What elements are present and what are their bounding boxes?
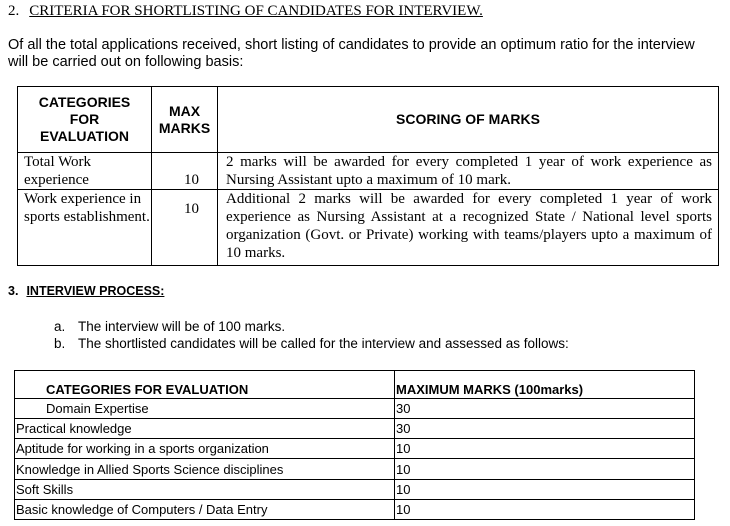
header-max: MAXIMUM MARKS (100marks) [395, 371, 695, 399]
row-max: 10 [395, 479, 695, 499]
row-category: Knowledge in Allied Sports Science disciplines [15, 459, 395, 479]
row-category: Total Work experience [18, 153, 152, 190]
section-2-heading [8, 3, 483, 20]
row-max: 10 [395, 439, 695, 459]
section-number: 2. [8, 3, 20, 19]
section-3-heading [8, 284, 164, 298]
row-max: 10 [395, 499, 695, 519]
row-scoring: 2 marks will be awarded for every completed 1 year of work experience as Nursing Assistant upto a maximum of 10 mark. [218, 153, 719, 190]
list-item [54, 318, 569, 335]
table-header-row [18, 87, 719, 153]
row-max: 10 [152, 153, 218, 190]
list-text: The interview will be of 100 marks. [78, 319, 286, 334]
row-category: Domain Expertise [15, 399, 395, 419]
table-row [15, 499, 695, 519]
table-row [18, 153, 719, 190]
header-max-marks: MAX MARKS [152, 87, 218, 153]
list-item [54, 335, 569, 352]
header-categories: CATEGORIES FOR EVALUATION [18, 87, 152, 153]
table-row [15, 399, 695, 419]
interview-marks-table [14, 370, 695, 520]
row-category: Aptitude for working in a sports organization [15, 439, 395, 459]
table-row [15, 419, 695, 439]
row-max: 10 [395, 459, 695, 479]
row-category: Basic knowledge of Computers / Data Entry [15, 499, 395, 519]
row-max: 30 [395, 399, 695, 419]
table-row [18, 190, 719, 266]
section-number: 3. [8, 284, 19, 298]
list-text: The shortlisted candidates will be called for the interview and assessed as follows: [78, 336, 569, 351]
interview-process-list [54, 318, 569, 352]
shortlisting-criteria-table [17, 86, 719, 266]
row-category: Practical knowledge [15, 419, 395, 439]
intro-paragraph: Of all the total applications received, short listing of candidates to provide an optimum ratio for the interview will be carried out on following basis: [8, 37, 695, 70]
header-category: CATEGORIES FOR EVALUATION [15, 371, 395, 399]
header-scoring: SCORING OF MARKS [218, 87, 719, 153]
table-row [15, 439, 695, 459]
list-marker: b. [54, 336, 66, 351]
table-row [15, 459, 695, 479]
row-max: 30 [395, 419, 695, 439]
row-category: Work experience in sports establishment. [18, 190, 152, 266]
section-title: CRITERIA FOR SHORTLISTING OF CANDIDATES FOR INTERVIEW. [29, 3, 483, 19]
row-scoring: Additional 2 marks will be awarded for every completed 1 year of work experience as Nursing Assistant at a recognized State / National level sports organization (Govt. or Private) working with teams/players upto a maximum of 10 marks. [218, 190, 719, 266]
list-marker: a. [54, 319, 66, 334]
row-max: 10 [152, 190, 218, 266]
table-header-row [15, 371, 695, 399]
row-category: Soft Skills [15, 479, 395, 499]
table-row [15, 479, 695, 499]
section-title: INTERVIEW PROCESS: [26, 284, 165, 298]
